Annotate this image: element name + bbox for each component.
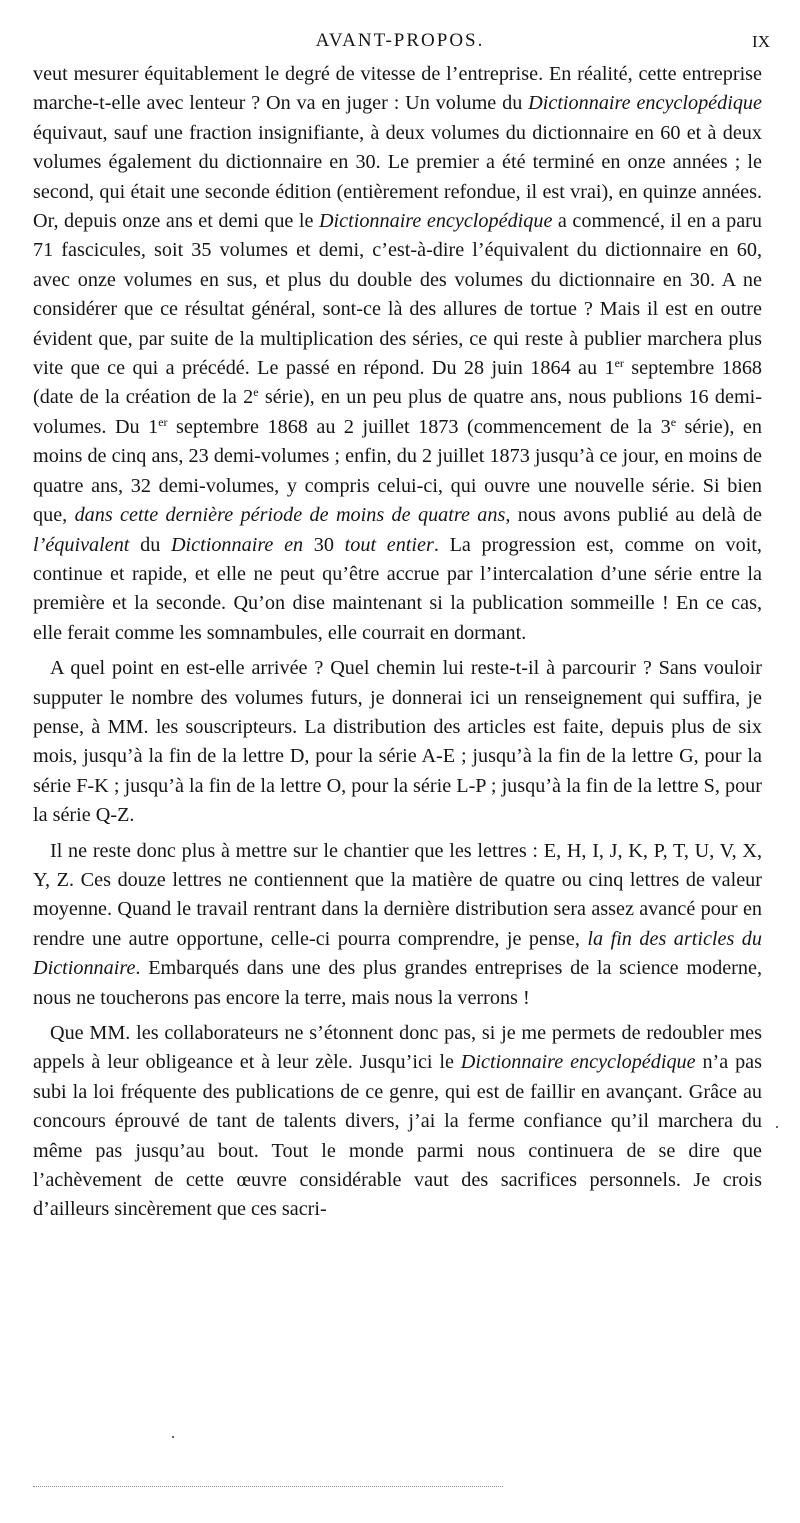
text-run: Que MM. les collaborateurs ne s’étonnent donc pas, si je me permets de redoubler mes appels à leur obligeance et à leur zèle. Jusqu’ici le xyxy=(33,1022,762,1074)
text-run: veut mesurer équitablement le degré de vitesse de l’entreprise. En réalité, cette entreprise marche-t-elle avec lenteur ? On va en juger : Un volume du xyxy=(33,63,762,115)
text-run: série), en un peu plus de quatre ans, nous publions 16 demi-volumes. Du 1 xyxy=(33,386,762,438)
ink-speck xyxy=(776,1126,778,1128)
text-run: équivaut, sauf une fraction insignifiante, à deux volumes du dictionnaire en 60 et à deux volumes également du dictionnaire en 30. Le premier a été terminé en onze années ; le second, qui était une seconde édition (entièrement refondue, il est vrai), en quinze années. Or, depuis onze ans et demi que le xyxy=(33,121,762,233)
text-run: . La progression est, comme on voit, continue et rapide, et elle ne peut qu’être accrue par l’intercalation d’une série entre la première et la seconde. Qu’on dise maintenant si la publication sommeille ! En ce cas, elle ferait comme les somnambules, elle courrait en dormant. xyxy=(33,533,762,644)
text-run: série), en moins de cinq ans, 23 demi-volumes ; enfin, du 2 juillet 1873 jusqu’à ce jour, en moins de quatre ans, 32 demi-volumes, y compris celui-ci, qui ouvre une nouvelle série. Si bien que, xyxy=(33,415,762,527)
text-run: Il ne reste donc plus à mettre sur le chantier que les lettres : E, H, I, J, K, P, T, U, V, X, Y, Z. Ces douze lettres ne contiennent que la matière de quatre ou cinq lettres de valeur moyenne. Quand le travail rentrant dans la dernière distribution sera assez avancé pour en rendre une autre opportune, celle-ci pourra comprendre, je pense, xyxy=(33,839,762,950)
body-text xyxy=(33,60,762,1225)
paragraph xyxy=(33,654,762,830)
paragraph xyxy=(33,1019,762,1225)
italic-text: Dictionnaire encyclopédique xyxy=(318,210,553,233)
text-run: n’a pas subi la loi fréquente des publications de ce genre, qui est de faillir en avançant. Grâce au concours éprouvé de tant de talents divers, j’ai la ferme confiance qu’il marchera du même pas jusqu’au bout. Tout le monde parmi nous continuera de se dire que l’achèvement de cette œuvre considérable vaut des sacrifices personnels. Je crois d’ailleurs sincèrement que ces sacri- xyxy=(33,1051,763,1221)
italic-text: Dictionnaire encyclopédique xyxy=(528,92,762,115)
superscript: er xyxy=(158,414,168,429)
running-title: AVANT-PROPOS. xyxy=(315,30,485,51)
paragraph xyxy=(33,60,762,648)
superscript: e xyxy=(253,385,259,400)
text-run: 30 xyxy=(303,533,345,556)
text-run: , nous avons publié au delà de xyxy=(505,504,762,527)
page-number: IX xyxy=(752,32,770,51)
italic-text: tout entier xyxy=(344,533,434,556)
italic-text: la fin des articles du Dictionnaire xyxy=(33,927,762,980)
text-run: septembre 1868 (date de la création de la 2 xyxy=(33,357,763,409)
text-run: a commencé, il en a paru 71 fascicules, soit 35 volumes et demi, c’est-à-dire l’équivalent du dictionnaire en 60, avec onze volumes en sus, et plus du double des volumes du dictionnaire en 30. A ne considérer que ce résultat général, sont-ce là des allures de tortue ? Mais il est en outre évident que, par suite de la multiplication des séries, ce qui reste à publier marchera plus vite que ce qui a précédé. Le passé en répond. Du 28 juin 1864 au 1 xyxy=(33,210,762,380)
italic-text: dans cette dernière période de moins de quatre ans xyxy=(74,504,506,527)
text-run: A quel point en est-elle arrivée ? Quel chemin lui reste-t-il à parcourir ? Sans vouloir supputer le nombre des volumes futurs, je donnerai ici un renseignement qui suffira, je pense, à MM. les souscripteurs. La distribution des articles est faite, depuis plus de six mois, jusqu’à la fin de la lettre D, pour la série A-E ; jusqu’à la fin de la lettre G, pour la série F-K ; jusqu’à la fin de la lettre O, pour la série L-P ; jusqu’à la fin de la lettre S, pour la série Q-Z. xyxy=(33,657,762,827)
superscript: er xyxy=(614,356,624,371)
italic-text: Dictionnaire en xyxy=(170,533,304,556)
superscript: e xyxy=(670,414,677,429)
text-run: du xyxy=(129,533,171,556)
ink-speck xyxy=(172,1436,174,1438)
bottom-dotted-line xyxy=(33,1486,503,1487)
running-header xyxy=(0,30,800,58)
italic-text: Dictionnaire encyclopédique xyxy=(460,1051,696,1074)
italic-text: l’équivalent xyxy=(33,533,130,556)
text-run: . Embarqués dans une des plus grandes entreprises de la science moderne, nous ne toucherons pas encore la terre, mais nous la verrons ! xyxy=(33,957,762,1009)
paragraph xyxy=(33,837,762,1013)
text-run: septembre 1868 au 2 juillet 1873 (commencement de la 3 xyxy=(167,415,671,438)
